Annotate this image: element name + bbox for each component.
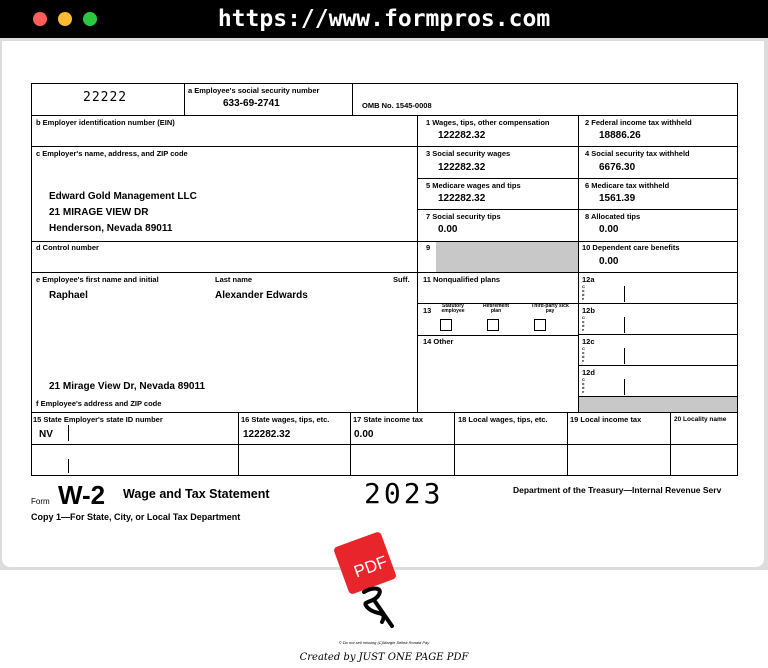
box7-label: 7 Social security tips (426, 212, 501, 221)
box16-value: 122282.32 (243, 429, 291, 440)
box9-label: 9 (426, 243, 431, 252)
box19-label: 19 Local income tax (570, 415, 642, 424)
box-b-label: b Employer identification number (EIN) (36, 118, 175, 127)
box6-value: 1561.39 (599, 193, 636, 204)
box-d-label: d Control number (36, 243, 99, 252)
box7-value: 0.00 (438, 224, 458, 235)
box11-label: 11 Nonqualified plans (423, 275, 501, 284)
box12c-code-label: C o d e (582, 346, 585, 363)
box20-label: 20 Locality name (674, 416, 727, 423)
box4-label: 4 Social security tax withheld (585, 149, 690, 158)
retirement-plan-checkbox[interactable] (487, 319, 499, 331)
box12d-code-label: C o d e (582, 377, 585, 394)
box18-label: 18 Local wages, tips, etc. (458, 415, 548, 424)
statutory-employee-label: Statutory employee (441, 303, 465, 314)
box-e-label: e Employee's first name and initial (36, 275, 159, 284)
suffix-label: Suff. (393, 275, 410, 284)
box12b-label: 12b (582, 306, 595, 315)
box1-label: 1 Wages, tips, other compensation (426, 118, 550, 127)
box9-shade (436, 241, 578, 272)
box12b-code-label: C o d e (582, 315, 585, 332)
box4-value: 6676.30 (599, 162, 636, 173)
copy-line: Copy 1—For State, City, or Local Tax Department (31, 512, 241, 522)
tax-year: 2023 (364, 477, 444, 510)
last-name-label: Last name (215, 275, 253, 284)
box-f-label: f Employee's address and ZIP code (36, 399, 162, 408)
control-code: 22222 (83, 90, 128, 105)
box17-value: 0.00 (354, 429, 374, 440)
box2-value: 18886.26 (599, 130, 641, 141)
box15-state: NV (39, 429, 53, 440)
box-a-label: a Employee's social security number (188, 86, 320, 95)
retirement-plan-label: Retirement plan (482, 303, 510, 314)
employee-first-name: Raphael (49, 290, 88, 301)
box-c-label: c Employer's name, address, and ZIP code (36, 149, 188, 158)
box8-label: 8 Allocated tips (585, 212, 641, 221)
box1-value: 122282.32 (438, 130, 486, 141)
department-text: Department of the Treasury—Internal Revenue Serv (513, 485, 722, 495)
box12c-label: 12c (582, 337, 595, 346)
box15-label: 15 State Employer's state ID number (33, 415, 163, 424)
employee-address: 21 Mirage View Dr, Nevada 89011 (49, 381, 206, 392)
pdf-logo-icon (330, 530, 412, 630)
box12a-label: 12a (582, 275, 595, 284)
box12d-label: 12d (582, 368, 595, 377)
third-party-sick-pay-label: Third-party sick pay (531, 303, 569, 314)
box5-label: 5 Medicare wages and tips (426, 181, 521, 190)
box12-shade (578, 396, 738, 412)
box10-value: 0.00 (599, 256, 619, 267)
box3-label: 3 Social security wages (426, 149, 511, 158)
employer-city: Henderson, Nevada 89011 (49, 223, 173, 234)
box16-label: 16 State wages, tips, etc. (241, 415, 330, 424)
box17-label: 17 State income tax (353, 415, 424, 424)
employee-ssn: 633-69-2741 (223, 98, 280, 109)
statutory-employee-checkbox[interactable] (440, 319, 452, 331)
box12a-code-label: C o d e (582, 284, 585, 301)
employee-last-name: Alexander Edwards (215, 290, 308, 301)
form-title: Wage and Tax Statement (123, 487, 270, 501)
form-word: Form (31, 497, 50, 506)
box8-value: 0.00 (599, 224, 619, 235)
box2-label: 2 Federal income tax withheld (585, 118, 692, 127)
box10-label: 10 Dependent care benefits (582, 243, 680, 252)
box5-value: 122282.32 (438, 193, 486, 204)
third-party-sick-pay-checkbox[interactable] (534, 319, 546, 331)
omb-number: OMB No. 1545-0008 (362, 101, 432, 110)
employer-name: Edward Gold Management LLC (49, 191, 197, 202)
box13-label: 13 (423, 306, 432, 315)
box3-value: 122282.32 (438, 162, 486, 173)
employer-street: 21 MIRAGE VIEW DR (49, 207, 149, 218)
url-text: https://www.formpros.com (217, 6, 551, 32)
watermark-fine-print: © Do not sell missing (C)Margin Selina Ronald Pay (338, 640, 430, 645)
w2-form (31, 83, 738, 476)
box6-label: 6 Medicare tax withheld (585, 181, 670, 190)
created-by-text: Created by JUST ONE PAGE PDF (299, 652, 469, 663)
form-name: W-2 (58, 480, 106, 510)
box14-label: 14 Other (423, 337, 454, 346)
pdf-logo-text: PDF (351, 552, 390, 582)
